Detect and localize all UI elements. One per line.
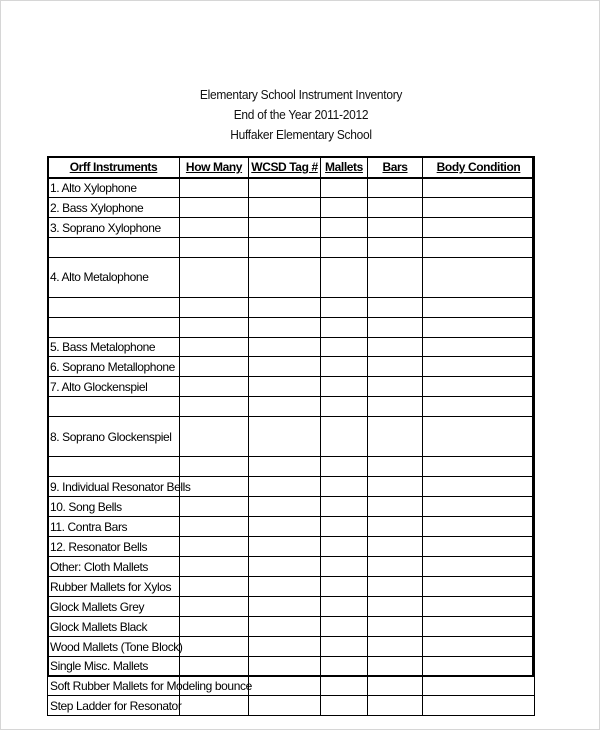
bars-cell[interactable] xyxy=(368,457,423,477)
wcsd-tag-cell[interactable] xyxy=(249,217,321,237)
how-many-cell[interactable] xyxy=(180,197,249,217)
mallets-cell[interactable] xyxy=(321,536,368,556)
instrument-cell: Wood Mallets (Tone Block) xyxy=(48,636,180,656)
body-condition-cell[interactable] xyxy=(423,178,535,198)
mallets-cell[interactable] xyxy=(321,217,368,237)
wcsd-tag-cell[interactable] xyxy=(249,377,321,397)
column-header-mallets: Mallets xyxy=(321,157,368,178)
column-header-bars: Bars xyxy=(368,157,423,178)
bars-cell[interactable] xyxy=(368,397,423,417)
bars-cell[interactable] xyxy=(368,497,423,517)
body-condition-cell[interactable] xyxy=(423,596,535,616)
bars-cell[interactable] xyxy=(368,297,423,317)
body-condition-cell[interactable] xyxy=(423,337,535,357)
how-many-cell[interactable] xyxy=(180,616,249,636)
bars-cell[interactable] xyxy=(368,357,423,377)
how-many-cell[interactable] xyxy=(180,636,249,656)
instrument-cell: Soft Rubber Mallets for Modeling bounce xyxy=(48,676,180,696)
body-condition-cell[interactable] xyxy=(423,197,535,217)
instrument-cell: Glock Mallets Black xyxy=(48,616,180,636)
wcsd-tag-cell[interactable] xyxy=(249,556,321,576)
table-row xyxy=(48,676,535,696)
bars-cell[interactable] xyxy=(368,217,423,237)
instrument-cell: Single Misc. Mallets xyxy=(48,656,180,676)
wcsd-tag-cell[interactable] xyxy=(249,616,321,636)
body-condition-cell[interactable] xyxy=(423,317,535,337)
wcsd-tag-cell[interactable] xyxy=(249,337,321,357)
wcsd-tag-cell[interactable] xyxy=(249,676,321,696)
bars-cell[interactable] xyxy=(368,516,423,536)
bars-cell[interactable] xyxy=(368,178,423,198)
bars-cell[interactable] xyxy=(368,696,423,716)
wcsd-tag-cell[interactable] xyxy=(249,417,321,457)
document-header xyxy=(25,85,577,145)
how-many-cell[interactable] xyxy=(180,377,249,397)
table-row xyxy=(48,576,535,596)
bars-cell[interactable] xyxy=(368,656,423,676)
how-many-cell[interactable] xyxy=(180,656,249,676)
wcsd-tag-cell[interactable] xyxy=(249,497,321,517)
wcsd-tag-cell[interactable] xyxy=(249,656,321,676)
bars-cell[interactable] xyxy=(368,676,423,696)
instrument-cell: 6. Soprano Metallophone xyxy=(48,357,180,377)
bars-cell[interactable] xyxy=(368,556,423,576)
table-row xyxy=(48,477,535,497)
table-row xyxy=(48,497,535,517)
bars-cell[interactable] xyxy=(368,257,423,297)
body-condition-cell[interactable] xyxy=(423,556,535,576)
body-condition-cell[interactable] xyxy=(423,357,535,377)
how-many-cell[interactable] xyxy=(180,217,249,237)
mallets-cell[interactable] xyxy=(321,297,368,317)
bars-cell[interactable] xyxy=(368,337,423,357)
table-row xyxy=(48,337,535,357)
header-subtitle-year: End of the Year 2011-2012 xyxy=(233,107,369,122)
instrument-cell: 7. Alto Glockenspiel xyxy=(48,377,180,397)
body-condition-cell[interactable] xyxy=(423,477,535,497)
how-many-cell[interactable] xyxy=(180,576,249,596)
how-many-cell[interactable] xyxy=(180,516,249,536)
mallets-cell[interactable] xyxy=(321,257,368,297)
body-condition-cell[interactable] xyxy=(423,676,535,696)
table-row xyxy=(48,317,535,337)
how-many-cell[interactable] xyxy=(180,237,249,257)
mallets-cell[interactable] xyxy=(321,477,368,497)
mallets-cell[interactable] xyxy=(321,516,368,536)
how-many-cell[interactable] xyxy=(180,696,249,716)
table-row xyxy=(48,377,535,397)
wcsd-tag-cell[interactable] xyxy=(249,636,321,656)
mallets-cell[interactable] xyxy=(321,377,368,397)
body-condition-cell[interactable] xyxy=(423,257,535,297)
table-row xyxy=(48,457,535,477)
body-condition-cell[interactable] xyxy=(423,616,535,636)
table-header-row xyxy=(48,157,535,178)
table-row xyxy=(48,297,535,317)
how-many-cell[interactable] xyxy=(180,497,249,517)
body-condition-cell[interactable] xyxy=(423,397,535,417)
how-many-cell[interactable] xyxy=(180,257,249,297)
table-row xyxy=(48,556,535,576)
instrument-cell: 12. Resonator Bells xyxy=(48,536,180,556)
table-row xyxy=(48,217,535,237)
how-many-cell[interactable] xyxy=(180,417,249,457)
body-condition-cell[interactable] xyxy=(423,656,535,676)
bars-cell[interactable] xyxy=(368,636,423,656)
table-row xyxy=(48,696,535,716)
mallets-cell[interactable] xyxy=(321,417,368,457)
instrument-cell: 9. Individual Resonator Bells xyxy=(48,477,180,497)
instrument-cell: 4. Alto Metalophone xyxy=(48,257,180,297)
table-row xyxy=(48,616,535,636)
instrument-cell xyxy=(48,397,180,417)
body-condition-cell[interactable] xyxy=(423,497,535,517)
body-condition-cell[interactable] xyxy=(423,536,535,556)
instrument-cell xyxy=(48,297,180,317)
instrument-cell: 10. Song Bells xyxy=(48,497,180,517)
column-header-orff-instruments: Orff Instruments xyxy=(48,157,180,178)
body-condition-cell[interactable] xyxy=(423,297,535,317)
instrument-cell: 1. Alto Xylophone xyxy=(48,178,180,198)
table-row xyxy=(48,237,535,257)
column-header-how-many: How Many xyxy=(180,157,249,178)
table-row xyxy=(48,178,535,198)
instrument-cell: 8. Soprano Glockenspiel xyxy=(48,417,180,457)
mallets-cell[interactable] xyxy=(321,616,368,636)
wcsd-tag-cell[interactable] xyxy=(249,516,321,536)
bars-cell[interactable] xyxy=(368,197,423,217)
body-condition-cell[interactable] xyxy=(423,696,535,716)
mallets-cell[interactable] xyxy=(321,576,368,596)
table-row xyxy=(48,656,535,676)
bars-cell[interactable] xyxy=(368,237,423,257)
column-header-wcsd-tag: WCSD Tag # xyxy=(249,157,321,178)
bars-cell[interactable] xyxy=(368,596,423,616)
bars-cell[interactable] xyxy=(368,377,423,397)
table-row xyxy=(48,596,535,616)
how-many-cell[interactable] xyxy=(180,337,249,357)
mallets-cell[interactable] xyxy=(321,357,368,377)
how-many-cell[interactable] xyxy=(180,297,249,317)
wcsd-tag-cell[interactable] xyxy=(249,696,321,716)
instrument-cell: Step Ladder for Resonator xyxy=(48,696,180,716)
how-many-cell[interactable] xyxy=(180,457,249,477)
how-many-cell[interactable] xyxy=(180,536,249,556)
wcsd-tag-cell[interactable] xyxy=(249,197,321,217)
instrument-cell xyxy=(48,317,180,337)
mallets-cell[interactable] xyxy=(321,556,368,576)
mallets-cell[interactable] xyxy=(321,337,368,357)
how-many-cell[interactable] xyxy=(180,178,249,198)
mallets-cell[interactable] xyxy=(321,596,368,616)
mallets-cell[interactable] xyxy=(321,656,368,676)
instrument-cell: 5. Bass Metalophone xyxy=(48,337,180,357)
how-many-cell[interactable] xyxy=(180,596,249,616)
how-many-cell[interactable] xyxy=(180,357,249,377)
wcsd-tag-cell[interactable] xyxy=(249,317,321,337)
body-condition-cell[interactable] xyxy=(423,237,535,257)
bars-cell[interactable] xyxy=(368,616,423,636)
instrument-cell: Other: Cloth Mallets xyxy=(48,556,180,576)
wcsd-tag-cell[interactable] xyxy=(249,596,321,616)
table-row xyxy=(48,536,535,556)
how-many-cell[interactable] xyxy=(180,556,249,576)
header-school-name: Huffaker Elementary School xyxy=(230,127,372,142)
header-title: Elementary School Instrument Inventory xyxy=(199,87,403,102)
instrument-cell: Rubber Mallets for Xylos xyxy=(48,576,180,596)
mallets-cell[interactable] xyxy=(321,397,368,417)
instrument-cell: 3. Soprano Xylophone xyxy=(48,217,180,237)
table-row xyxy=(48,397,535,417)
wcsd-tag-cell[interactable] xyxy=(249,536,321,556)
table-row xyxy=(48,257,535,297)
mallets-cell[interactable] xyxy=(321,497,368,517)
mallets-cell[interactable] xyxy=(321,197,368,217)
inventory-table xyxy=(47,156,535,716)
wcsd-tag-cell[interactable] xyxy=(249,237,321,257)
body-condition-cell[interactable] xyxy=(423,377,535,397)
instrument-cell xyxy=(48,457,180,477)
table-row xyxy=(48,636,535,656)
instrument-cell: 11. Contra Bars xyxy=(48,516,180,536)
table-row xyxy=(48,357,535,377)
body-condition-cell[interactable] xyxy=(423,217,535,237)
instrument-cell xyxy=(48,237,180,257)
mallets-cell[interactable] xyxy=(321,237,368,257)
body-condition-cell[interactable] xyxy=(423,636,535,656)
mallets-cell[interactable] xyxy=(321,676,368,696)
body-condition-cell[interactable] xyxy=(423,516,535,536)
mallets-cell[interactable] xyxy=(321,457,368,477)
how-many-cell[interactable] xyxy=(180,317,249,337)
table-row xyxy=(48,516,535,536)
how-many-cell[interactable] xyxy=(180,397,249,417)
wcsd-tag-cell[interactable] xyxy=(249,357,321,377)
wcsd-tag-cell[interactable] xyxy=(249,257,321,297)
body-condition-cell[interactable] xyxy=(423,417,535,457)
instrument-cell: 2. Bass Xylophone xyxy=(48,197,180,217)
body-condition-cell[interactable] xyxy=(423,457,535,477)
table-row xyxy=(48,417,535,457)
wcsd-tag-cell[interactable] xyxy=(249,477,321,497)
wcsd-tag-cell[interactable] xyxy=(249,178,321,198)
mallets-cell[interactable] xyxy=(321,317,368,337)
bars-cell[interactable] xyxy=(368,576,423,596)
wcsd-tag-cell[interactable] xyxy=(249,297,321,317)
column-header-body-condition: Body Condition xyxy=(423,157,535,178)
bars-cell[interactable] xyxy=(368,536,423,556)
bars-cell[interactable] xyxy=(368,477,423,497)
bars-cell[interactable] xyxy=(368,317,423,337)
mallets-cell[interactable] xyxy=(321,696,368,716)
mallets-cell[interactable] xyxy=(321,636,368,656)
table-row xyxy=(48,197,535,217)
instrument-cell: Glock Mallets Grey xyxy=(48,596,180,616)
bars-cell[interactable] xyxy=(368,417,423,457)
mallets-cell[interactable] xyxy=(321,178,368,198)
wcsd-tag-cell[interactable] xyxy=(249,576,321,596)
wcsd-tag-cell[interactable] xyxy=(249,457,321,477)
wcsd-tag-cell[interactable] xyxy=(249,397,321,417)
body-condition-cell[interactable] xyxy=(423,576,535,596)
